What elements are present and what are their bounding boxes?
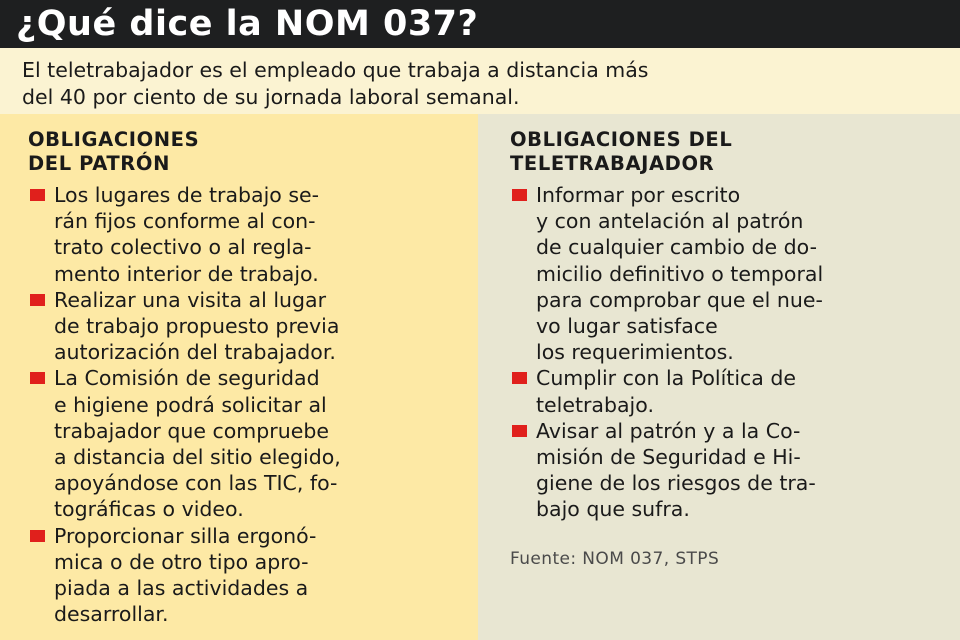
list-item-line: de trabajo propuesto previa — [54, 314, 340, 339]
list-item-line: misión de Seguridad e Hi- — [536, 445, 801, 470]
list-item-line: mento interior de trabajo. — [54, 261, 319, 286]
list-item-line: autorización del trabajador. — [54, 340, 336, 365]
list-item-line: micilio definitivo o temporal — [536, 261, 824, 286]
list-item-line: Realizar una visita al lugar — [54, 287, 327, 312]
list-item-line: tográficas o video. — [54, 497, 244, 522]
intro-line: El teletrabajador es el empleado que trabaja a distancia más — [22, 58, 649, 82]
page-title: ¿Qué dice la NOM 037? — [0, 0, 960, 48]
teleworker-obligations-list — [510, 182, 960, 523]
list-item-line: trabajador que compruebe — [54, 418, 329, 443]
list-item-line: Los lugares de trabajo se- — [54, 183, 320, 207]
list-item-line: desarrollar. — [54, 602, 169, 627]
list-item-line: Avisar al patrón y a la Co- — [536, 418, 801, 443]
red-square-bullet-icon — [30, 530, 45, 542]
list-item-line: apoyándose con las TIC, fo- — [54, 471, 338, 496]
employer-obligations-heading — [28, 128, 478, 176]
intro-line: del 40 por ciento de su jornada laboral semanal. — [22, 85, 520, 109]
red-square-bullet-icon — [512, 189, 527, 201]
list-item — [28, 523, 458, 628]
red-square-bullet-icon — [512, 425, 527, 437]
list-item — [28, 365, 458, 522]
teleworker-obligations-heading — [510, 128, 960, 176]
list-item-line: bajo que sufra. — [536, 497, 690, 522]
list-item-line: para comprobar que el nue- — [536, 287, 823, 312]
heading-line: DEL PATRÓN — [28, 152, 171, 175]
list-item — [510, 182, 950, 365]
heading-line: OBLIGACIONES DEL — [510, 128, 733, 151]
list-item-line: rán fijos conforme al con- — [54, 209, 316, 234]
list-item-line: e higiene podrá solicitar al — [54, 392, 327, 417]
heading-line: TELETRABAJADOR — [510, 152, 715, 175]
list-item-line: teletrabajo. — [536, 392, 654, 417]
source-note: Fuente: NOM 037, STPS — [510, 548, 720, 569]
red-square-bullet-icon — [30, 294, 45, 306]
list-item-line: los requerimientos. — [536, 340, 734, 365]
list-item-line: piada a las actividades a — [54, 576, 309, 601]
red-square-bullet-icon — [512, 372, 527, 384]
list-item — [28, 182, 458, 287]
list-item-line: Cumplir con la Política de — [536, 366, 796, 391]
list-item-line: y con antelación al patrón — [536, 209, 804, 234]
list-item-line: vo lugar satisface — [536, 314, 718, 339]
red-square-bullet-icon — [30, 189, 45, 201]
list-item-line: La Comisión de seguridad — [54, 366, 320, 391]
list-item-line: trato colectivo o al regla- — [54, 235, 312, 260]
list-item — [510, 365, 950, 417]
list-item-line: Informar por escrito — [536, 183, 741, 207]
list-item-line: Proporcionar silla ergonó- — [54, 523, 317, 548]
list-item-line: a distancia del sitio elegido, — [54, 445, 341, 470]
list-item-line: de cualquier cambio de do- — [536, 235, 817, 260]
list-item — [510, 418, 950, 523]
employer-obligations-list — [28, 182, 478, 627]
heading-line: OBLIGACIONES — [28, 128, 200, 151]
red-square-bullet-icon — [30, 372, 45, 384]
list-item — [28, 287, 458, 366]
list-item-line: giene de los riesgos de tra- — [536, 471, 816, 496]
list-item-line: mica o de otro tipo apro- — [54, 549, 309, 574]
teleworker-obligations-column — [478, 114, 960, 640]
employer-obligations-column — [0, 114, 478, 640]
intro-text — [0, 48, 960, 114]
